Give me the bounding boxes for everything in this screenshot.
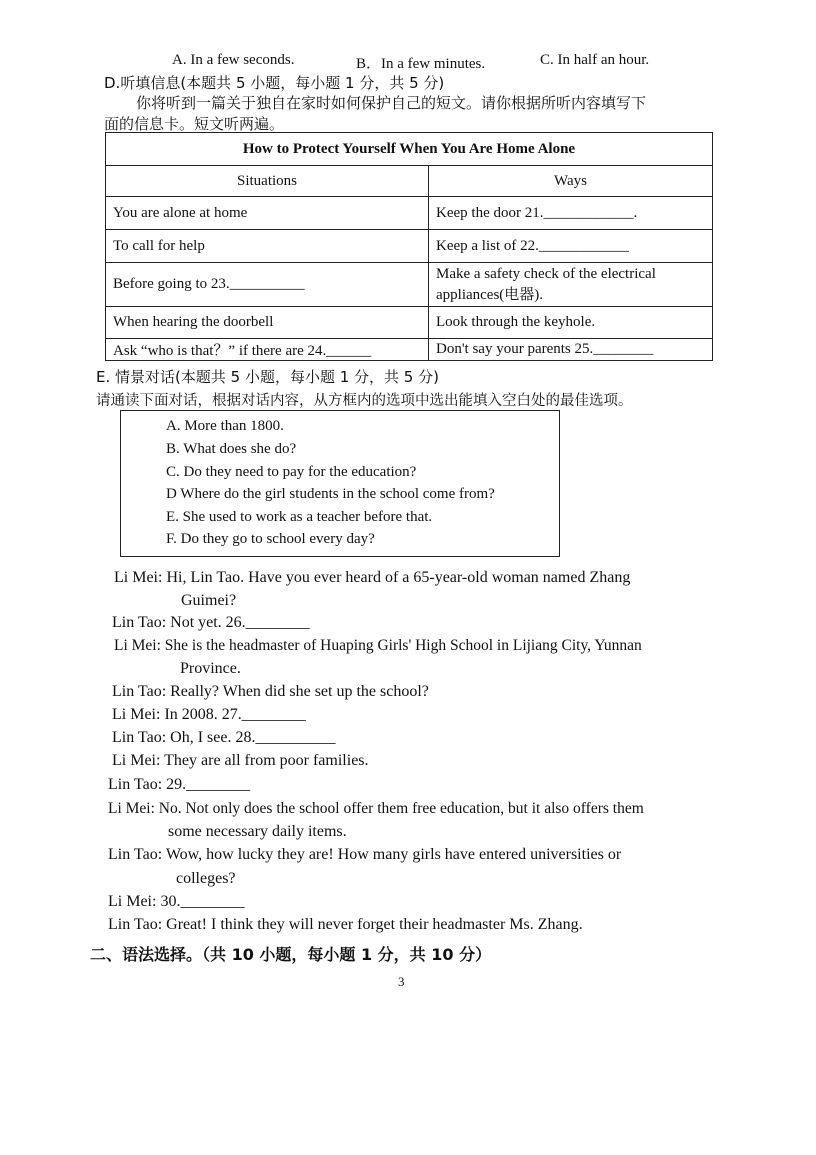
option-item: B. What does she do? xyxy=(166,441,297,457)
situation-cell: Ask “who is that？” if there are 24.______ xyxy=(106,339,429,361)
dialogue-line: Li Mei: In 2008. 27.________ xyxy=(112,706,306,723)
option-c: C. In half an hour. xyxy=(540,52,650,68)
situation-cell: You are alone at home xyxy=(106,197,429,230)
dialogue-line: Lin Tao: Oh, I see. 28.__________ xyxy=(112,729,336,746)
options-box xyxy=(120,410,560,557)
situation-cell: When hearing the doorbell xyxy=(106,307,429,339)
table-row xyxy=(106,197,713,230)
option-item: A. More than 1800. xyxy=(166,418,284,434)
option-item: F. Do they go to school every day? xyxy=(166,531,375,547)
dialogue-line: Province. xyxy=(180,660,241,677)
section-e-instruction: 请通读下面对话，根据对话内容，从方框内的选项中选出能填入空白处的最佳选项。 xyxy=(96,393,633,409)
way-cell: Keep the door 21.____________. xyxy=(429,197,713,230)
info-card-table xyxy=(105,132,713,361)
table-row xyxy=(106,230,713,263)
section-e-heading: E. 情景对话(本题共 5 小题，每小题 1 分，共 5 分) xyxy=(96,368,439,386)
situation-cell: To call for help xyxy=(106,230,429,263)
option-a: A. In a few seconds. xyxy=(172,52,295,68)
way-cell: Don't say your parents 25.________ xyxy=(429,339,713,361)
dialogue-line: Li Mei: She is the headmaster of Huaping Girls' High School in Lijiang City, Yunnan xyxy=(114,637,642,654)
way-cell: Keep a list of 22.____________ xyxy=(429,230,713,263)
table-row xyxy=(106,339,713,361)
page-number: 3 xyxy=(398,974,405,989)
dialogue-line: Li Mei: No. Not only does the school offer them free education, but it also offers them xyxy=(108,800,644,817)
section-2-heading: 二、语法选择。（共 10 小题，每小题 1 分，共 10 分） xyxy=(90,945,492,964)
option-b: B．In a few minutes. xyxy=(356,56,486,72)
dialogue-line: Lin Tao: Wow, how lucky they are! How many girls have entered universities or xyxy=(108,846,622,863)
way-cell: Look through the keyhole. xyxy=(429,307,713,339)
section-d-instruction-line1: 你将听到一篇关于独自在家时如何保护自己的短文。请你根据所听内容填写下 xyxy=(136,94,647,112)
dialogue-line: some necessary daily items. xyxy=(168,823,347,840)
dialogue-line: Lin Tao: Great! I think they will never forget their headmaster Ms. Zhang. xyxy=(108,916,583,933)
dialogue-line: Li Mei: 30.________ xyxy=(108,893,245,910)
table-row xyxy=(106,307,713,339)
dialogue-line: Li Mei: Hi, Lin Tao. Have you ever heard of a 65-year-old woman named Zhang xyxy=(114,569,631,586)
section-d-heading: D.听填信息(本题共 5 小题，每小题 1 分，共 5 分) xyxy=(104,74,445,92)
table-title: How to Protect Yourself When You Are Home Alone xyxy=(106,133,713,166)
dialogue-line: Lin Tao: Really? When did she set up the school? xyxy=(112,683,429,700)
option-item: C. Do they need to pay for the education? xyxy=(166,464,417,480)
option-item: E. She used to work as a teacher before that. xyxy=(166,509,433,525)
dialogue-line: Guimei? xyxy=(181,592,237,609)
situation-cell: Before going to 23.__________ xyxy=(106,263,429,307)
dialogue-line: Li Mei: They are all from poor families. xyxy=(112,752,369,769)
previous-question-options xyxy=(0,52,816,72)
dialogue-line: colleges? xyxy=(176,870,236,887)
way-cell: Make a safety check of the electrical appliances(电器). xyxy=(429,263,713,307)
column-header-ways: Ways xyxy=(429,166,713,197)
dialogue-line: Lin Tao: Not yet. 26.________ xyxy=(112,614,310,631)
table-row xyxy=(106,263,713,307)
dialogue-line: Lin Tao: 29.________ xyxy=(108,776,251,793)
column-header-situations: Situations xyxy=(106,166,429,197)
section-d-instruction-line2: 面的信息卡。短文听两遍。 xyxy=(104,115,285,133)
option-item: D Where do the girl students in the school come from? xyxy=(166,486,495,502)
